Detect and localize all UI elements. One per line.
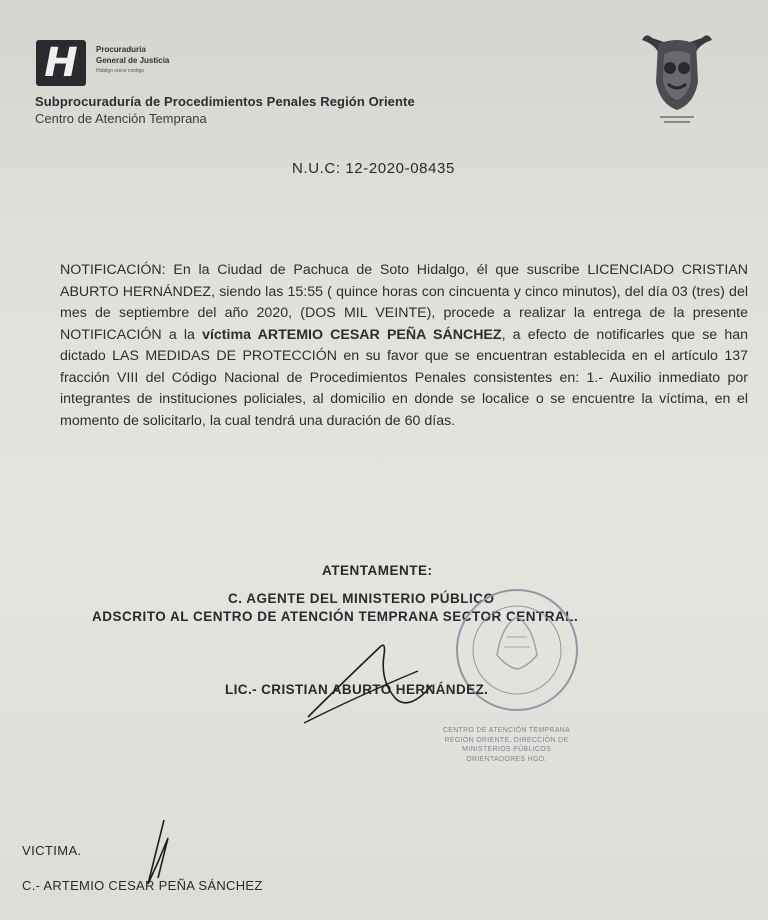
victim-label: VICTIMA. (22, 843, 82, 858)
stamp-line3: MINISTERIOS PÚBLICOS (462, 746, 551, 753)
logo-line2: General de Justicia (96, 56, 170, 65)
agent-signature (300, 625, 440, 725)
adscrito-line: ADSCRITO AL CENTRO DE ATENCIÓN TEMPRANA SECTOR CENTRAL. (92, 609, 579, 624)
atentamente-label: ATENTAMENTE: (322, 563, 433, 578)
body-part1: En la Ciudad de Pachuca de Soto Hidalgo, él que suscribe LICENCIADO CRISTIAN ABURTO HERNÁNDEZ, siendo las 15:55 ( quince horas con cincuenta y cinco minutos), del día 03 (tres) del mes de septiembre del año 2020, (DOS MIL VEINTE), procede a realizar la entrega de la presente NOTIFICACIÓN a la (60, 262, 748, 343)
signer-name: LIC.- CRISTIAN ABURTO HERNÁNDEZ. (225, 682, 489, 697)
logo-tagline: Hidalgo crece contigo (96, 68, 145, 74)
pgj-logo (36, 40, 86, 86)
logo-text (96, 44, 169, 77)
subprocuraduria-title: Subprocuraduría de Procedimientos Penales Región Oriente (35, 94, 415, 109)
state-coat-of-arms-icon (638, 30, 716, 130)
centro-subtitle: Centro de Atención Temprana (35, 111, 207, 126)
notification-body (60, 260, 748, 432)
notification-lead: NOTIFICACIÓN: (60, 262, 166, 278)
stamp-line2: REGIÓN ORIENTE, DIRECCIÓN DE (444, 736, 569, 744)
stamp-text (414, 726, 599, 764)
stamp-line1: CENTRO DE ATENCIÓN TEMPRANA (442, 727, 571, 734)
body-part2: , a efecto de notificarles que se han dictado LAS MEDIDAS DE PROTECCIÓN en su favor que se encuentran establecida en el artículo 137 fracción VIII del Código Nacional de Procedimientos Penales consistentes en: 1.- Auxilio inmediato por integrantes de instituciones policiales, al domicilio en donde se localice o se encuentre la víctima, en el momento de solicitarlo, la cual tendrá una duración de 60 días. (60, 326, 749, 429)
victim-name: C.- ARTEMIO CESAR PEÑA SÁNCHEZ (22, 878, 263, 893)
logo-line1: Procuraduría (96, 45, 146, 54)
victim-name-inline: víctima ARTEMIO CESAR PEÑA SÁNCHEZ (202, 326, 502, 343)
nuc-number: N.U.C: 12-2020-08435 (292, 160, 455, 177)
logo-letter: H (44, 40, 78, 86)
stamp-line4: ORIENTADORES HGO. (466, 755, 547, 763)
agent-title: C. AGENTE DEL MINISTERIO PÚBLICO (228, 591, 495, 606)
